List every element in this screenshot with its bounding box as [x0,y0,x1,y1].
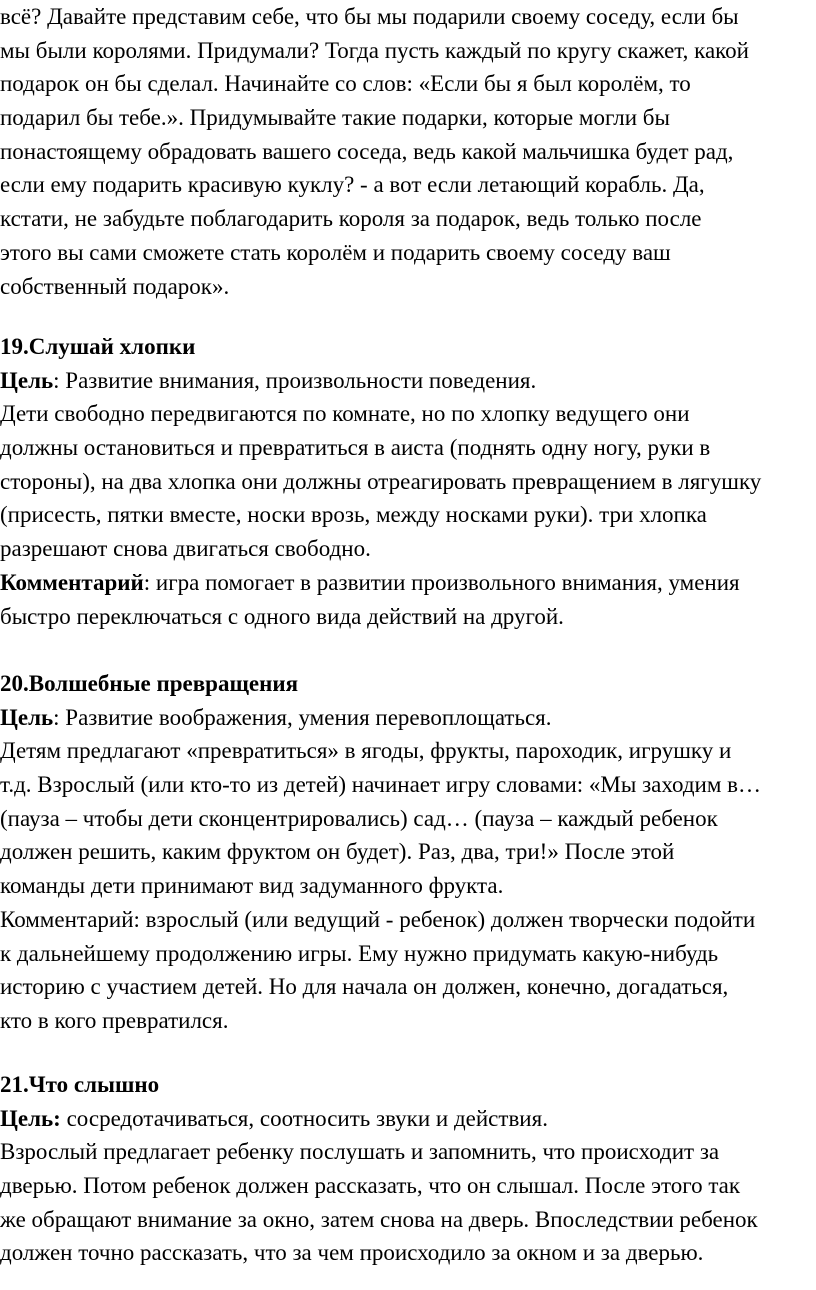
text-line: к дальнейшему продолжению игры. Ему нужно придумать какую-нибудь [0,940,719,966]
section-heading: 21.Что слышно [0,1072,160,1097]
section-19 [0,330,812,633]
goal-line [0,1102,812,1136]
intro-paragraph [0,0,812,303]
text-line: собственный подарок». [0,273,230,299]
text-line: (присесть, пятки вместе, носки врозь, между носками руки). три хлопка [0,502,707,528]
text-line: подарок он бы сделал. Начинайте со слов: «Если бы я был королём, то [0,71,691,97]
text-line: подарил бы тебе.». Придумывайте такие подарки, которые могли бы [0,105,670,131]
text-line: Дети свободно передвигаются по комнате, но по хлопку ведущего они [0,401,690,427]
text-line: должны остановиться и превратиться в аиста (поднять одну ногу, руки в [0,435,711,461]
text-line: стороны), на два хлопка они должны отреагировать превращением в лягушку [0,468,762,494]
section-heading: 20.Волшебные превращения [0,671,299,696]
section-heading: 19.Слушай хлопки [0,334,196,359]
comment-label: Комментарий [0,569,144,595]
text-line: разрешают снова двигаться свободно. [0,536,371,562]
text-line: же обращают внимание за окно, затем снова на дверь. Впоследствии ребенок [0,1206,758,1232]
goal-label: Цель [0,704,54,730]
goal-text: : Развитие воображения, умения перевоплощаться. [53,704,552,730]
text-line: (пауза – чтобы дети сконцентрировались) сад… (пауза – каждый ребенок [0,805,718,831]
section-21 [0,1068,812,1270]
goal-text: сосредотачиваться, соотносить звуки и действия. [60,1105,548,1131]
text-line: кстати, не забудьте поблагодарить короля за подарок, ведь только после [0,206,702,232]
comment-line [0,566,812,600]
text-line: должен точно рассказать, что за чем происходило за окном и за дверью. [0,1240,704,1266]
text-line: если ему подарить красивую куклу? - а вот если летающий корабль. Да, [0,172,705,198]
text-line: т.д. Взрослый (или кто-то из детей) начинает игру словами: «Мы заходим в… [0,772,762,798]
goal-line [0,701,812,735]
section-20 [0,667,812,1038]
text-line: должен решить, каким фруктом он будет). Раз, два, три!» После этой [0,839,675,865]
comment-text: : игра помогает в развитии произвольного внимания, умения [143,569,740,595]
text-line: понастоящему обрадовать вашего соседа, ведь какой мальчишка будет рад, [0,138,734,164]
text-line: кто в кого превратился. [0,1007,229,1033]
text-line: Взрослый предлагает ребенку послушать и запомнить, что происходит за [0,1139,720,1165]
goal-label: Цель: [0,1105,61,1131]
goal-text: : Развитие внимания, произвольности поведения. [53,367,537,393]
text-line: дверью. Потом ребенок должен рассказать, что он слышал. После этого так [0,1173,741,1199]
goal-label: Цель [0,367,54,393]
text-line: команды дети принимают вид задуманного фрукта. [0,873,504,899]
text-line: быстро переключаться с одного вида действий на другой. [0,603,564,629]
text-line: мы были королями. Придумали? Тогда пусть каждый по кругу скажет, какой [0,37,749,63]
text-line: Детям предлагают «превратиться» в ягоды, фрукты, пароходик, игрушку и [0,738,732,764]
goal-line [0,364,812,398]
text-line: историю с участием детей. Но для начала он должен, конечно, догадаться, [0,974,729,1000]
text-line: всё? Давайте представим себе, что бы мы подарили своему соседу, если бы [0,4,739,29]
text-line: этого вы сами сможете стать королём и подарить своему соседу ваш [0,239,671,265]
text-line: Комментарий: взрослый (или ведущий - ребенок) должен творчески подойти [0,906,756,932]
